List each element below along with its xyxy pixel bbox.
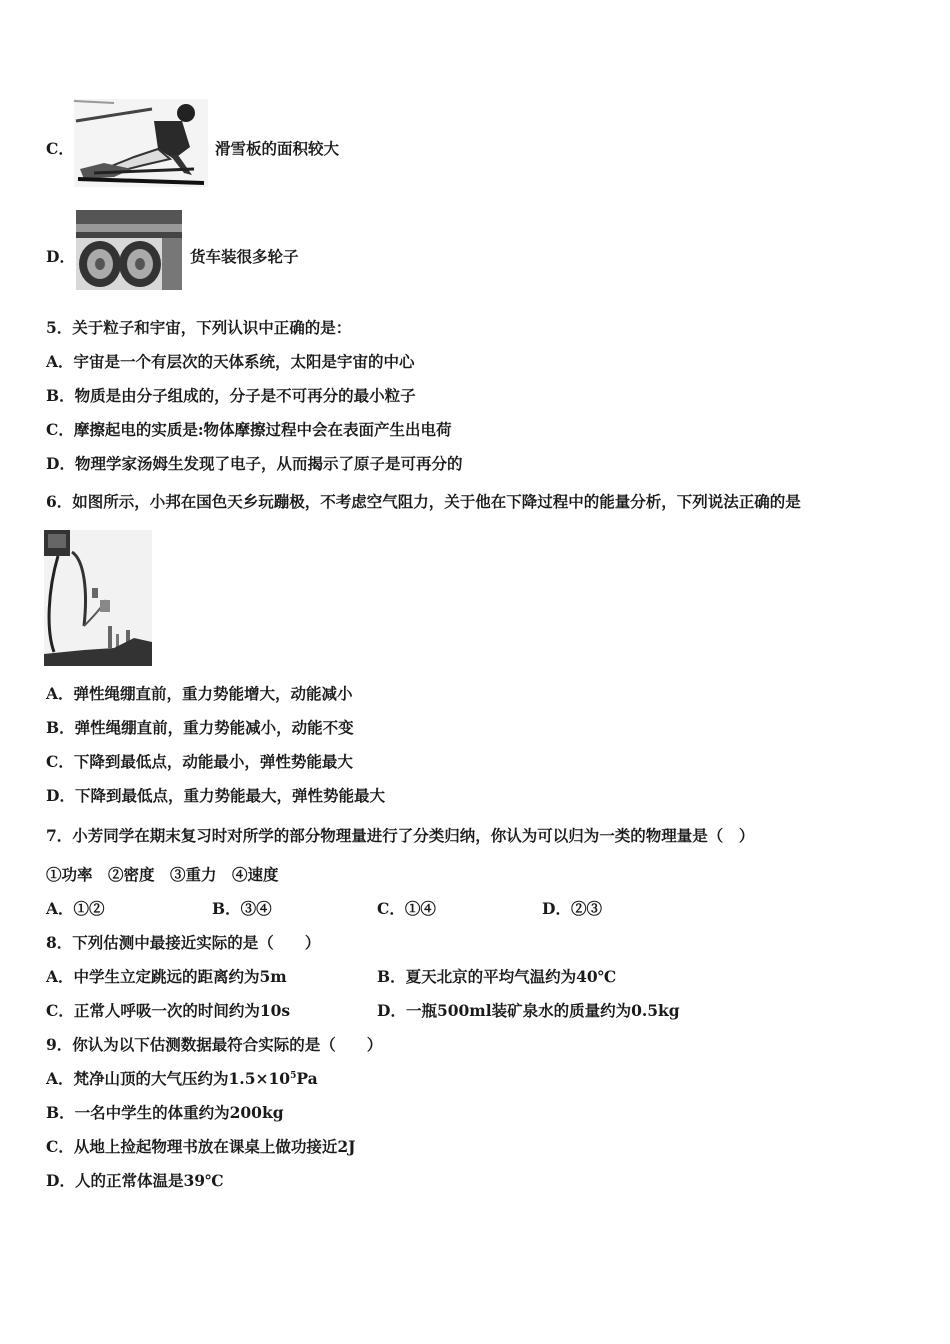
q7-stem: 7．小芳同学在期末复习时对所学的部分物理量进行了分类归纳，你认为可以归为一类的物理量是（ ） <box>46 826 755 845</box>
q7-option-b: B．③④ <box>212 899 272 918</box>
q9-option-d: D．人的正常体温是39℃ <box>46 1171 224 1190</box>
q8-option-c: C．正常人呼吸一次的时间约为10s <box>46 1001 291 1020</box>
q6-option-b: B．弹性绳绷直前，重力势能减小，动能不变 <box>46 718 354 737</box>
q4-option-d-text: 货车装很多轮子 <box>190 247 299 266</box>
q6-stem: 6．如图所示，小邦在国色天乡玩蹦极，不考虑空气阻力，关于他在下降过程中的能量分析，下列说法正确的是 <box>46 492 801 511</box>
skier-photo-icon <box>74 99 208 187</box>
q5-option-b: B．物质是由分子组成的，分子是不可再分的最小粒子 <box>46 386 416 405</box>
q5-option-c: C．摩擦起电的实质是:物体摩擦过程中会在表面产生出电荷 <box>46 420 452 439</box>
q9-option-c: C．从地上捡起物理书放在课桌上做功接近2J <box>46 1137 356 1156</box>
q9-option-b: B．一名中学生的体重约为200kg <box>46 1103 284 1122</box>
q5-option-d: D．物理学家汤姆生发现了电子，从而揭示了原子是可再分的 <box>46 454 463 473</box>
q4-option-d-label: D． <box>46 247 75 266</box>
q9-option-a <box>46 1069 318 1089</box>
q7-option-a: A．①② <box>46 899 105 918</box>
q7-items: ①功率 ②密度 ③重力 ④速度 <box>46 865 279 884</box>
q5-stem: 5．关于粒子和宇宙，下列认识中正确的是： <box>46 318 352 337</box>
q9-option-a-unit: Pa <box>296 1069 318 1088</box>
bungee-photo-icon <box>44 530 152 666</box>
q6-option-a: A．弹性绳绷直前，重力势能增大，动能减小 <box>46 684 353 703</box>
q9-option-a-prefix: A．梵净山顶的大气压约为1.5×10 <box>46 1069 291 1088</box>
q6-option-d: D．下降到最低点，重力势能最大，弹性势能最大 <box>46 786 385 805</box>
q8-stem: 8．下列估测中最接近实际的是（ ） <box>46 933 321 952</box>
q8-option-a: A．中学生立定跳远的距离约为5m <box>46 967 287 986</box>
q7-option-d: D．②③ <box>542 899 602 918</box>
q5-option-a: A．宇宙是一个有层次的天体系统，太阳是宇宙的中心 <box>46 352 415 371</box>
truck-wheels-photo-icon <box>76 210 182 290</box>
q6-option-c: C．下降到最低点，动能最小，弹性势能最大 <box>46 752 353 771</box>
q9-stem: 9．你认为以下估测数据最符合实际的是（ ） <box>46 1035 383 1054</box>
q8-option-b: B．夏天北京的平均气温约为40℃ <box>377 967 617 986</box>
q8-option-d: D．一瓶500ml装矿泉水的质量约为0.5kg <box>377 1001 680 1020</box>
q4-option-c-text: 滑雪板的面积较大 <box>215 139 340 158</box>
q9-option-a-exponent: 5 <box>290 1070 297 1081</box>
q4-option-c-label: C． <box>46 139 74 158</box>
q7-option-c: C．①④ <box>377 899 436 918</box>
